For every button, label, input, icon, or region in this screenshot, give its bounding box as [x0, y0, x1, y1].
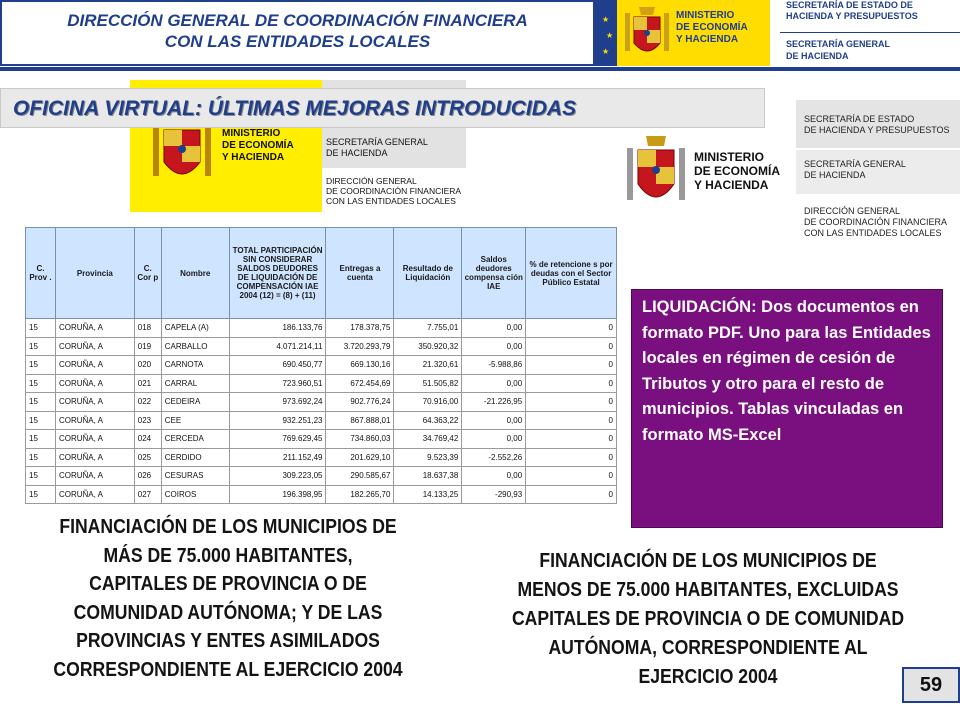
table-cell: 026	[134, 467, 161, 486]
table-cell: 15	[26, 319, 56, 338]
table-cell: 0,00	[462, 467, 526, 486]
table-cell: 020	[134, 356, 161, 375]
table-cell: -5.988,86	[462, 356, 526, 375]
coat-of-arms-icon	[623, 3, 671, 63]
logo-left-dg-line2: DE COORDINACIÓN FINANCIERA	[326, 186, 462, 196]
col-header-total: TOTAL PARTICIPACIÓN SIN CONSIDERAR SALDOS DEUDORES DE LIQUIDACIÓN DE COMPENSACIÓN IAE 2004 (12) = (8) + (11)	[229, 228, 326, 319]
page-header	[0, 0, 960, 72]
header-title-line1: DIRECCIÓN GENERAL DE COORDINACIÓN FINANCIERA	[67, 11, 528, 30]
table-cell: 18.637,38	[394, 467, 462, 486]
table-cell: CARBALLO	[161, 337, 229, 356]
table-cell: 022	[134, 393, 161, 412]
table-cell: COIROS	[161, 485, 229, 504]
logo-right-sec2	[804, 159, 906, 181]
header-title	[0, 0, 595, 66]
col-header-saldos: Saldos deudores compensa ción IAE	[462, 228, 526, 319]
table-row	[26, 319, 617, 338]
logo-left-dg-line1: DIRECCIÓN GENERAL	[326, 176, 417, 186]
table-cell: 019	[134, 337, 161, 356]
coat-of-arms-icon	[624, 132, 688, 212]
table-cell: -2.552,26	[462, 448, 526, 467]
table-cell: 15	[26, 337, 56, 356]
table-cell: 0	[526, 430, 617, 449]
table-row	[26, 356, 617, 375]
table-row	[26, 430, 617, 449]
logo-right-secretarias	[796, 100, 960, 250]
table-cell: CESURAS	[161, 467, 229, 486]
table-cell: CORUÑA, A	[55, 393, 134, 412]
table-cell: 0,00	[462, 430, 526, 449]
table-cell: 0	[526, 411, 617, 430]
header-ministry-line2: DE ECONOMÍA	[676, 22, 748, 33]
table-cell: CERCEDA	[161, 430, 229, 449]
table-cell: CARNOTA	[161, 356, 229, 375]
table-cell: 14.133,25	[394, 485, 462, 504]
logo-left-ministry-line2: DE ECONOMÍA	[222, 140, 294, 151]
table-cell: 3.720.293,79	[326, 337, 394, 356]
table-cell: CORUÑA, A	[55, 356, 134, 375]
col-header-provincia: Provincia	[55, 228, 134, 319]
caption-left: FINANCIACIÓN DE LOS MUNICIPIOS DE MÁS DE 75.000 HABITANTES, CAPITALES DE PROVINCIA O DE COMUNIDAD AUTÓNOMA; Y DE LAS PROVINCIAS Y ENTES ASIMILADOS CORRESPONDIENTE AL EJERCICIO 2004	[53, 516, 403, 681]
table-cell: 0	[526, 448, 617, 467]
table-cell: 973.692,24	[229, 393, 326, 412]
caption-right: FINANCIACIÓN DE LOS MUNICIPIOS DE MENOS DE 75.000 HABITANTES, EXCLUIDAS CAPITALES DE PROVINCIA O DE COMUNIDAD AUTÓNOMA, CORRESPONDIENTE AL EJERCICIO 2004	[511, 550, 905, 688]
table-row	[26, 393, 617, 412]
table-cell: 196.398,95	[229, 485, 326, 504]
table-cell: 018	[134, 319, 161, 338]
table-cell: 025	[134, 448, 161, 467]
col-header-nombre: Nombre	[161, 228, 229, 319]
table-cell: -290,93	[462, 485, 526, 504]
table-cell: 0,00	[462, 411, 526, 430]
table-cell: 64.363,22	[394, 411, 462, 430]
table-row	[26, 448, 617, 467]
table-cell: CORUÑA, A	[55, 467, 134, 486]
logo-left-dg-line3: CON LAS ENTIDADES LOCALES	[326, 196, 456, 206]
logo-right-ministry-line2: DE ECONOMÍA	[694, 164, 781, 178]
logo-right-dg-line2: DE COORDINACIÓN FINANCIERA	[804, 217, 948, 227]
table-cell: CARRAL	[161, 374, 229, 393]
logo-left-sgh-line2: DE HACIENDA	[326, 148, 388, 158]
table-cell: 0	[526, 467, 617, 486]
svg-text:★: ★	[602, 47, 610, 56]
table-cell: 186.133,76	[229, 319, 326, 338]
svg-text:★: ★	[606, 31, 614, 40]
table-cell: 4.071.214,11	[229, 337, 326, 356]
logo-right-sec1	[804, 114, 950, 136]
logo-left-ministry-line3: Y HACIENDA	[222, 152, 285, 163]
table-cell: 027	[134, 485, 161, 504]
logo-right-sec2-line1: SECRETARÍA GENERAL	[804, 159, 906, 169]
table-cell: CORUÑA, A	[55, 337, 134, 356]
header-divider	[0, 67, 960, 71]
table-cell: 178.378,75	[326, 319, 394, 338]
table-cell: 023	[134, 411, 161, 430]
table-cell: 15	[26, 374, 56, 393]
table-cell: 932.251,23	[229, 411, 326, 430]
section-banner	[0, 88, 765, 128]
table-cell: 0	[526, 374, 617, 393]
table-cell: 0,00	[462, 319, 526, 338]
logo-left-ministry-line1: MINISTERIO	[222, 128, 281, 139]
table-cell: 7.755,01	[394, 319, 462, 338]
table-cell: CORUÑA, A	[55, 448, 134, 467]
table-cell: 0	[526, 319, 617, 338]
col-header-retenciones: % de retencione s por deudas con el Sector Público Estatal	[526, 228, 617, 319]
table-cell: CAPELA (A)	[161, 319, 229, 338]
header-ministry	[676, 10, 748, 46]
logo-left-ministry	[222, 128, 294, 164]
table-cell: 690.450,77	[229, 356, 326, 375]
header-ministry-line3: Y HACIENDA	[676, 34, 739, 45]
page-number: 59	[902, 667, 960, 703]
table-cell: 15	[26, 393, 56, 412]
header-secretaria-estado-line1: SECRETARÍA DE ESTADO DE	[786, 0, 913, 10]
table-row	[26, 485, 617, 504]
logo-right-ministry	[694, 150, 780, 192]
table-cell: 669.130,16	[326, 356, 394, 375]
logo-right-sec2-line2: DE HACIENDA	[804, 170, 866, 180]
table-row	[26, 411, 617, 430]
table-cell: 15	[26, 430, 56, 449]
table-cell: 734.860,03	[326, 430, 394, 449]
table-cell: 021	[134, 374, 161, 393]
table-cell: 21.320,61	[394, 356, 462, 375]
logo-right-ministry-line1: MINISTERIO	[694, 150, 765, 164]
logo-right-sec1-line1: SECRETARÍA DE ESTADO	[804, 114, 915, 124]
table-cell: 0,00	[462, 337, 526, 356]
header-ministry-line1: MINISTERIO	[676, 10, 735, 21]
table-cell: 9.523,39	[394, 448, 462, 467]
table-cell: CEE	[161, 411, 229, 430]
table-cell: 867.888,01	[326, 411, 394, 430]
table-row	[26, 374, 617, 393]
table-cell: CORUÑA, A	[55, 374, 134, 393]
header-secretaria-general	[786, 38, 890, 62]
header-secretaria-general-line1: SECRETARÍA GENERAL	[786, 39, 891, 49]
logo-right-ministry-line3: Y HACIENDA	[694, 178, 769, 192]
table-cell: 350.920,32	[394, 337, 462, 356]
table-cell: 34.769,42	[394, 430, 462, 449]
logo-left-dg	[326, 176, 461, 206]
svg-text:★: ★	[602, 15, 610, 24]
table-cell: 024	[134, 430, 161, 449]
logo-right-dg-line3: CON LAS ENTIDADES LOCALES	[804, 228, 942, 238]
table-cell: 0	[526, 393, 617, 412]
banner-title: OFICINA VIRTUAL: ÚLTIMAS MEJORAS INTRODUCIDAS	[13, 97, 577, 120]
header-secretaria-general-line2: DE HACIENDA	[786, 51, 849, 61]
table-cell: 769.629,45	[229, 430, 326, 449]
header-separator	[780, 32, 960, 33]
logo-right-dg	[804, 206, 947, 239]
liquidation-info-box	[631, 289, 943, 528]
table-cell: CORUÑA, A	[55, 411, 134, 430]
table-cell: 182.265,70	[326, 485, 394, 504]
table-cell: 902.776,24	[326, 393, 394, 412]
col-header-cprov: C. Prov .	[26, 228, 56, 319]
table-cell: 15	[26, 485, 56, 504]
eu-flag-icon	[595, 0, 617, 66]
col-header-ccorp: C. Cor p	[134, 228, 161, 319]
table-cell: CORUÑA, A	[55, 485, 134, 504]
logo-left-sgh	[326, 137, 428, 159]
table-cell: 201.629,10	[326, 448, 394, 467]
table-cell: 70.916,00	[394, 393, 462, 412]
table-cell: 0	[526, 356, 617, 375]
table-cell: 15	[26, 411, 56, 430]
table-cell: CEDEIRA	[161, 393, 229, 412]
logo-right-sec1-line2: DE HACIENDA Y PRESUPUESTOS	[804, 125, 950, 135]
table-cell: 0,00	[462, 374, 526, 393]
header-secretaria-estado-line2: HACIENDA Y PRESUPUESTOS	[786, 11, 918, 21]
table-cell: 15	[26, 448, 56, 467]
table-cell: 15	[26, 467, 56, 486]
table-cell: -21.226,95	[462, 393, 526, 412]
table-cell: 15	[26, 356, 56, 375]
liquidation-info-text: LIQUIDACIÓN: Dos documentos en formato PDF. Uno para las Entidades locales en régimen de cesión de Tributos y otro para el resto de municipios. Tablas vinculadas en formato MS-Excel	[642, 298, 931, 444]
table-cell: CERDIDO	[161, 448, 229, 467]
header-title-line2: CON LAS ENTIDADES LOCALES	[164, 32, 431, 51]
table-row	[26, 467, 617, 486]
table-cell: 0	[526, 485, 617, 504]
table-cell: 309.223,05	[229, 467, 326, 486]
col-header-resultado: Resultado de Liquidación	[394, 228, 462, 319]
col-header-entregas: Entregas a cuenta	[326, 228, 394, 319]
table-cell: 672.454,69	[326, 374, 394, 393]
table-header-row	[26, 228, 617, 319]
table-cell: 211.152,49	[229, 448, 326, 467]
logo-left-sgh-line1: SECRETARÍA GENERAL	[326, 137, 428, 147]
liquidation-table	[25, 227, 617, 504]
table-cell: CORUÑA, A	[55, 319, 134, 338]
table-cell: CORUÑA, A	[55, 430, 134, 449]
header-secretaria-estado	[786, 0, 958, 22]
table-cell: 723.960,51	[229, 374, 326, 393]
table-cell: 51.505,82	[394, 374, 462, 393]
logo-right-dg-line1: DIRECCIÓN GENERAL	[804, 206, 901, 216]
table-cell: 0	[526, 337, 617, 356]
table-row	[26, 337, 617, 356]
table-cell: 290.585,67	[326, 467, 394, 486]
